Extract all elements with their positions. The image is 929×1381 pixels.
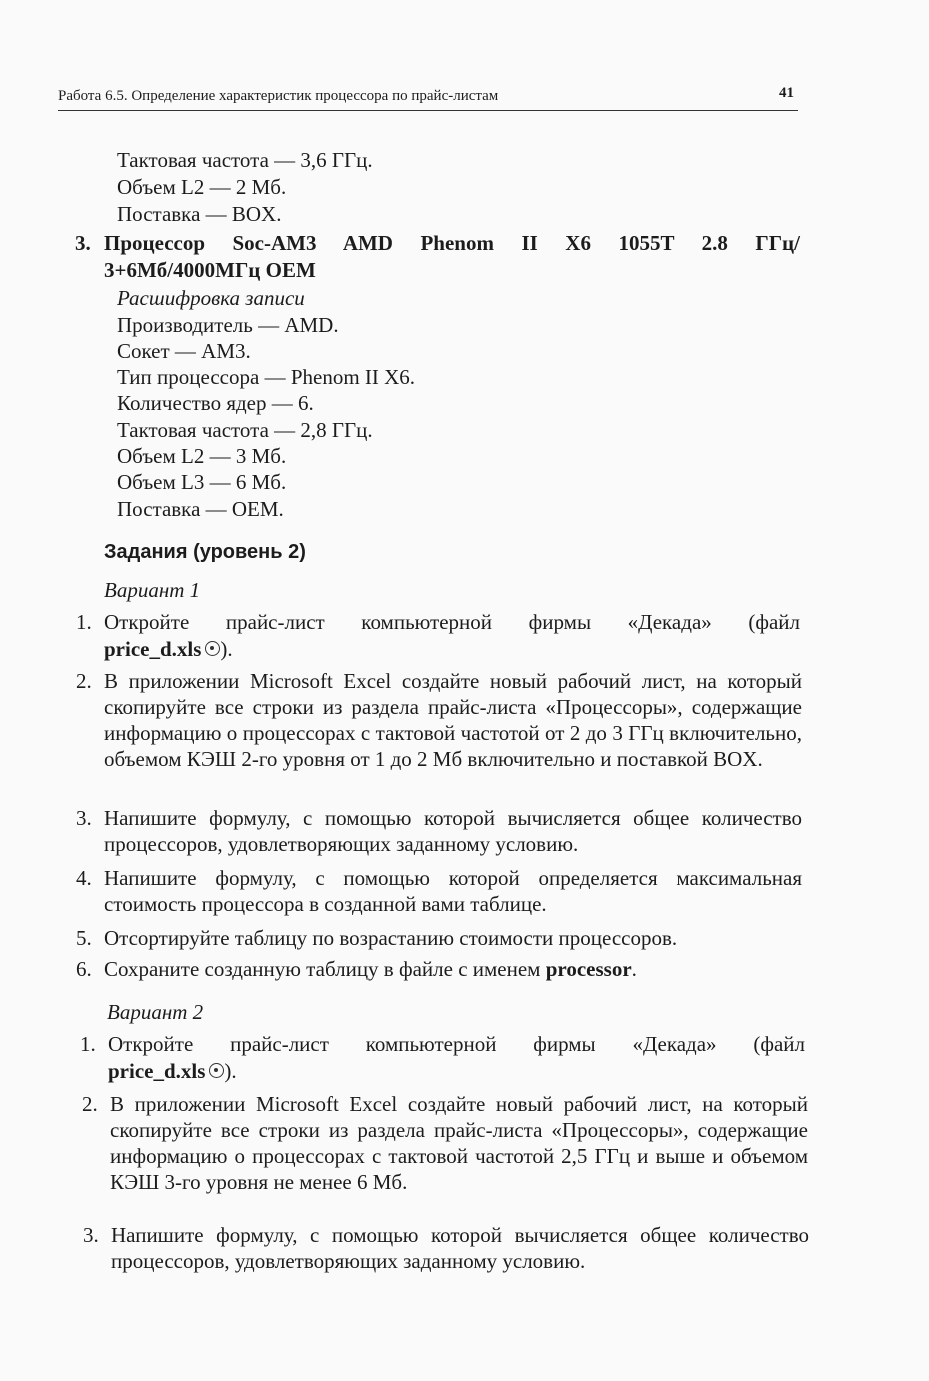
page-number: 41 bbox=[779, 85, 794, 101]
spec-line: Объем L2 — 2 Мб. bbox=[117, 175, 287, 199]
task-text: В приложении Microsoft Excel создайте новый рабочий лист, на который скопируйте все строки из раздела прайс-листа «Процессоры», содержащие информацию о процессорах с тактовой частотой от 2 до 3 ГГц включительно, объемом КЭШ 2-го уровня от 1 до 2 Мб включительно и поставкой BOX. bbox=[104, 669, 802, 771]
task-text: Напишите формулу, с помощью которой вычисляется общее количество процессоров, удовлетворяющих заданному условию. bbox=[104, 806, 802, 856]
task-text-pre: Сохраните созданную таблицу в файле с именем bbox=[104, 957, 541, 981]
task-text: Напишите формулу, с помощью которой вычисляется общее количество процессоров, удовлетворяющих заданному условию. bbox=[111, 1223, 809, 1273]
item-number: 3. bbox=[75, 231, 91, 255]
file-name: price_d.xls bbox=[104, 637, 202, 661]
task-text bbox=[104, 609, 800, 635]
item-title-line1: Процессор Soc-AM3 AMD Phenom II X6 1055T 2.8 ГГц/ bbox=[104, 231, 800, 255]
task-number: 3. bbox=[76, 806, 92, 830]
spec-line: Тип процессора — Phenom II X6. bbox=[117, 365, 416, 389]
task-text: Отсортируйте таблицу по возрастанию стоимости процессоров. bbox=[104, 926, 678, 950]
section-title-text: Задания (уровень 2) bbox=[104, 541, 306, 563]
task-text-post: ). bbox=[224, 1059, 237, 1083]
spec-line: Поставка — OEM. bbox=[117, 497, 284, 521]
task-text bbox=[104, 956, 637, 982]
spec-line: Объем L2 — 3 Мб. bbox=[117, 444, 287, 468]
task-number: 6. bbox=[76, 957, 92, 981]
disk-icon bbox=[209, 1063, 224, 1078]
task-text bbox=[108, 1031, 805, 1057]
task-file-line bbox=[108, 1058, 237, 1084]
spec-line: Тактовая частота — 3,6 ГГц. bbox=[117, 148, 373, 172]
task-text: Напишите формулу, с помощью которой определяется максимальная стоимость процессора в созданной вами таблице. bbox=[104, 866, 802, 916]
spec-line: Объем L3 — 6 Мб. bbox=[117, 470, 287, 494]
item-title-line2: 3+6Мб/4000МГц OEM bbox=[104, 258, 316, 282]
task-text: В приложении Microsoft Excel создайте новый рабочий лист, на который скопируйте все строки из раздела прайс-листа «Процессоры», содержащие информацию о процессорах с тактовой частотой 2,5 ГГц и выше и объемом КЭШ 3-го уровня не менее 6 Мб. bbox=[110, 1092, 808, 1194]
section-title bbox=[104, 539, 306, 565]
task-number: 2. bbox=[82, 1092, 98, 1116]
disk-icon bbox=[205, 641, 220, 656]
header-title: Работа 6.5. Определение характеристик процессора по прайс-листам bbox=[58, 88, 499, 104]
task-number: 1. bbox=[80, 1032, 96, 1056]
spec-line: Тактовая частота — 2,8 ГГц. bbox=[117, 418, 373, 442]
file-name: processor bbox=[545, 957, 632, 981]
task-number: 5. bbox=[76, 926, 92, 950]
task-number: 1. bbox=[76, 610, 92, 634]
variant-title: Вариант 2 bbox=[107, 1000, 204, 1024]
task-text-pre: Откройте прайс-лист компьютерной фирмы «Декада» (файл bbox=[108, 1032, 805, 1056]
variant-title: Вариант 1 bbox=[104, 578, 201, 602]
task-file-line bbox=[104, 636, 233, 662]
task-text-post: . bbox=[631, 957, 637, 981]
task-number: 3. bbox=[83, 1223, 99, 1247]
spec-line: Поставка — BOX. bbox=[117, 202, 282, 226]
spec-line: Производитель — AMD. bbox=[117, 313, 339, 337]
item-subtitle: Расшифровка записи bbox=[117, 286, 305, 310]
spec-line: Сокет — AM3. bbox=[117, 339, 251, 363]
task-text-pre: Откройте прайс-лист компьютерной фирмы «Декада» (файл bbox=[104, 610, 800, 634]
file-name: price_d.xls bbox=[108, 1059, 206, 1083]
task-number: 2. bbox=[76, 669, 92, 693]
task-number: 4. bbox=[76, 866, 92, 890]
spec-line: Количество ядер — 6. bbox=[117, 391, 314, 415]
task-text-post: ). bbox=[220, 637, 233, 661]
running-header bbox=[58, 84, 798, 111]
